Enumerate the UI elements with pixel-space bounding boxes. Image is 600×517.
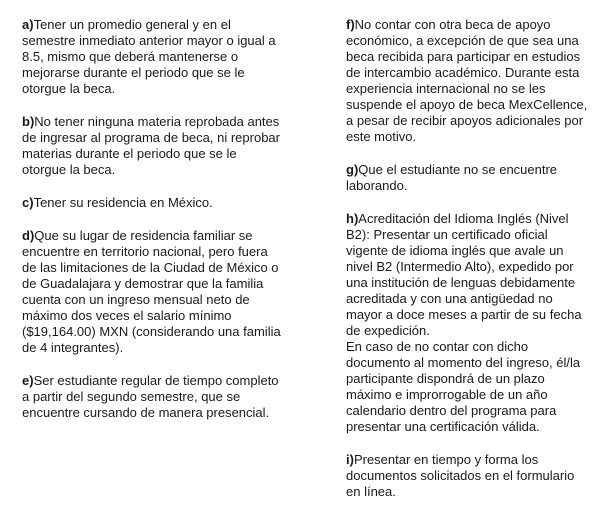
item-text: Presentar en tiempo y forma los documentos solicitados en el formulario en línea. (346, 452, 575, 499)
requirement-g (346, 162, 591, 194)
requirement-c (22, 195, 284, 211)
item-text: Que el estudiante no se encuentre laborando. (346, 162, 558, 193)
item-label: e) (22, 373, 34, 388)
item-label: b) (22, 114, 35, 129)
requirement-d (22, 228, 284, 356)
requirement-a (22, 17, 284, 97)
item-label: a) (22, 17, 34, 32)
requirement-e (22, 373, 284, 421)
item-text: Tener su residencia en México. (33, 195, 213, 210)
item-text: Acreditación del Idioma Inglés (Nivel B2): Presentar un certificado oficial vigente de idioma inglés que avale un nivel B2 (Intermedio Alto), expedido por una institución de lenguas debidamente acreditada y con una antigüedad no mayor a doce meses a partir de su fecha de expedición. (346, 211, 582, 338)
item-text: No tener ninguna materia reprobada antes de ingresar al programa de beca, ni reprobar materias durante el periodo que se le otorgue la beca. (22, 114, 280, 177)
item-label: c) (22, 195, 34, 210)
item-label: d) (22, 228, 35, 243)
item-label: f) (346, 17, 355, 32)
requirement-i (346, 452, 591, 500)
requirement-f (346, 17, 591, 145)
item-label: h) (346, 211, 359, 226)
requirement-h (346, 211, 591, 435)
requirement-b (22, 114, 284, 178)
left-column (22, 17, 284, 438)
item-text: Que su lugar de residencia familiar se encuentre en territorio nacional, pero fuera de las limitaciones de la Ciudad de México o de Guadalajara y demostrar que la familia cuenta con un ingreso mensual neto de máximo dos veces el salario mínimo ($19,164.00) MXN (considerando una familia de 4 integrantes). (22, 228, 281, 355)
item-text: Ser estudiante regular de tiempo completo a partir del segundo semestre, que se encuentre cursando de manera presencial. (22, 373, 279, 420)
item-label: i) (346, 452, 354, 467)
item-text: No contar con otra beca de apoyo económico, a excepción de que sea una beca recibida para participar en estudios de intercambio académico. Durante esta experiencia internacional no se les suspende el apoyo de beca MexCellence, a pesar de recibir apoyos adicionales por este motivo. (346, 17, 588, 144)
item-text: Tener un promedio general y en el semestre inmediato anterior mayor o igual a 8.5, mismo que deberá mantenerse o mejorarse durante el periodo que se le otorgue la beca. (22, 17, 276, 96)
right-column (346, 17, 591, 517)
item-label: g) (346, 162, 359, 177)
item-text-continuation: En caso de no contar con dicho documento al momento del ingreso, él/la participante dispondrá de un plazo máximo e improrrogable de un año calendario dentro del programa para presentar una certificación válida. (346, 339, 581, 434)
